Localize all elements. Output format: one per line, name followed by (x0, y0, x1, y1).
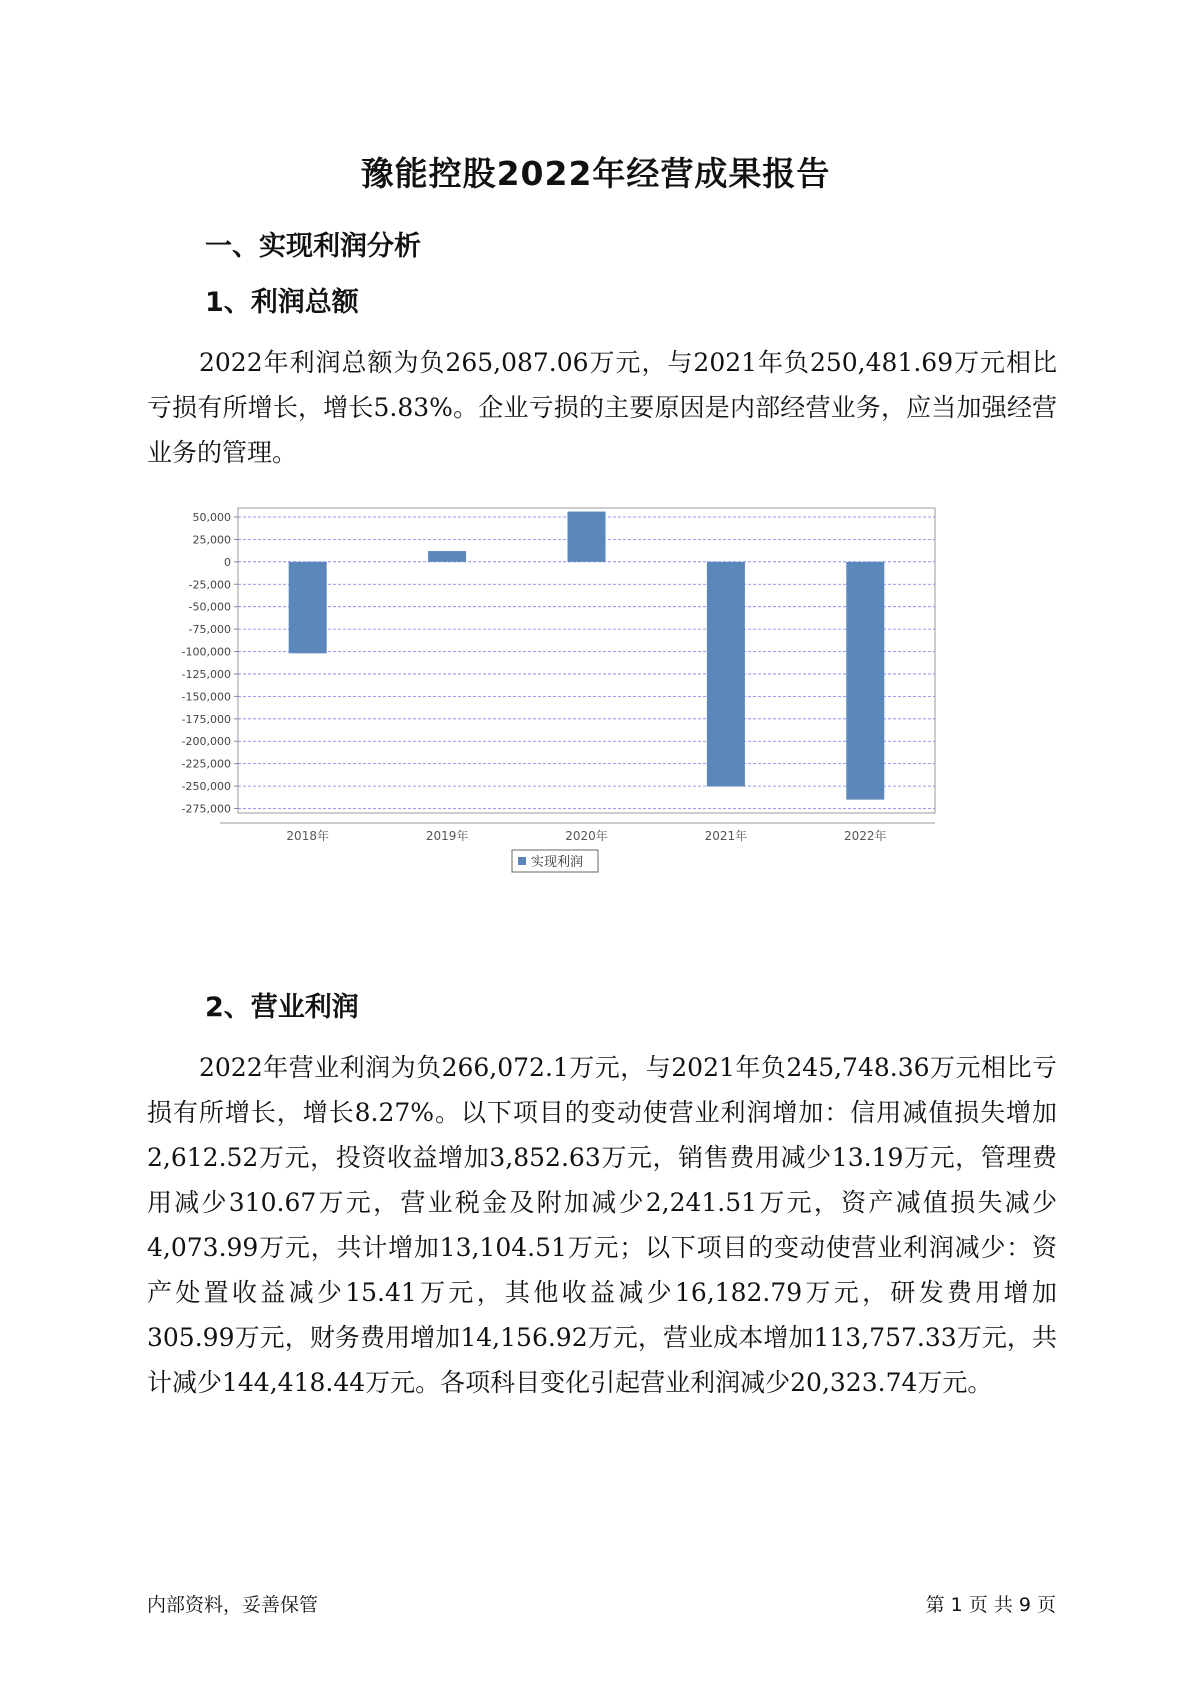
y-tick-label: 0 (224, 555, 231, 569)
y-tick-label: -150,000 (181, 690, 231, 704)
y-tick-label: -200,000 (181, 735, 231, 749)
x-tick-label: 2019年 (425, 829, 469, 843)
section-heading: 一、实现利润分析 (205, 231, 421, 262)
profit-chart (150, 495, 1050, 955)
chart-canvas (150, 495, 1050, 955)
legend-label: 实现利润 (531, 855, 584, 870)
bar-3 (568, 512, 606, 562)
subsection-heading-operating-profit: 2、营业利润 (205, 992, 359, 1023)
bar-1 (289, 562, 327, 654)
bar-4 (707, 562, 745, 787)
y-tick-label: 25,000 (192, 533, 231, 547)
x-tick-label: 2020年 (565, 829, 608, 843)
subsection-heading-profit-total: 1、利润总额 (205, 287, 359, 318)
y-tick-label: -250,000 (181, 780, 231, 794)
y-tick-label: -175,000 (181, 712, 231, 726)
bar-5 (846, 562, 884, 800)
paragraph-operating-profit: 2022年营业利润为负266,072.1万元，与2021年负245,748.36万元相比亏损有所增长，增长8.27%。以下项目的变动使营业利润增加：信用减值损失增加2,612.52万元，投资收益增加3,852.63万元，销售费用减少13.19万元，管理费用减少310.67万元，营业税金及附加减少2,241.51万元，资产减值损失减少4,073.99万元，共计增加13,104.51万元；以下项目的变动使营业利润减少：资产处置收益减少15.41万元，其他收益减少16,182.79万元，研发费用增加305.99万元，财务费用增加14,156.92万元，营业成本增加113,757.33万元，共计减少144,418.44万元。各项科目变化引起营业利润减少20,323.74万元。 (147, 1053, 1057, 1397)
y-tick-label: -275,000 (181, 802, 231, 816)
x-tick-label: 2021年 (704, 829, 748, 843)
footer-note: 内部资料，妥善保管 (147, 1594, 319, 1616)
y-tick-label: -225,000 (181, 757, 231, 771)
y-tick-label: -75,000 (188, 623, 231, 637)
legend-swatch (518, 857, 526, 865)
y-tick-label: -100,000 (181, 645, 231, 659)
y-tick-label: -125,000 (181, 667, 231, 681)
page-number: 第 1 页 共 9 页 (925, 1594, 1056, 1616)
paragraph-profit-total: 2022年利润总额为负265,087.06万元，与2021年负250,481.69万元相比亏损有所增长，增长5.83%。企业亏损的主要原因是内部经营业务，应当加强经营业务的管理。 (147, 348, 1057, 467)
y-tick-label: 50,000 (192, 510, 231, 524)
x-tick-label: 2018年 (286, 829, 329, 843)
y-tick-label: -25,000 (188, 578, 231, 592)
bar-2 (428, 551, 466, 562)
x-tick-label: 2022年 (844, 829, 887, 843)
y-tick-label: -50,000 (188, 600, 231, 614)
document-title: 豫能控股2022年经营成果报告 (360, 154, 831, 193)
